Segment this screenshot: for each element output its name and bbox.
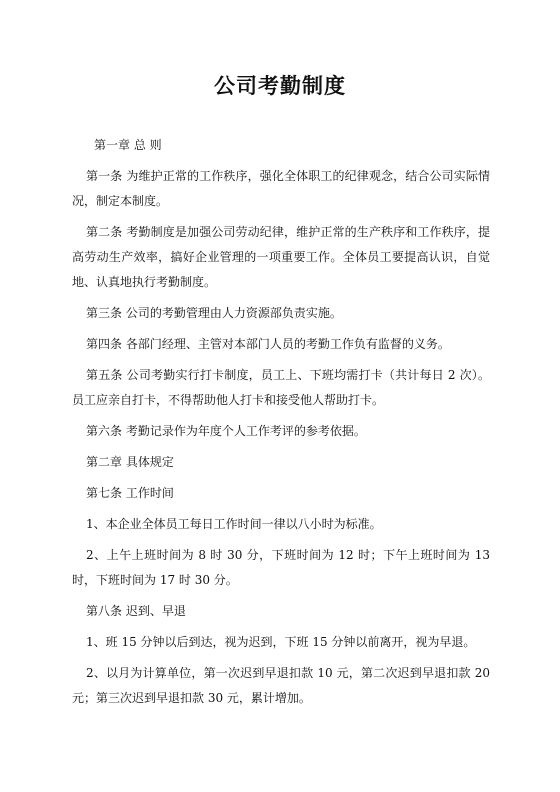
article-7-item-1: 1、本企业全体员工每日工作时间一律以八小时为标准。 bbox=[86, 517, 382, 531]
article-8-item-2: 2、以月为计算单位，第一次迟到早退扣款 10 元，第二次迟到早退扣款 20 元；第三次迟到早退扣款 30 元，累计增加。 bbox=[72, 666, 490, 705]
article-4: 第四条 各部门经理、主管对本部门人员的考勤工作负有监督的义务。 bbox=[86, 337, 450, 351]
document-body bbox=[72, 133, 490, 717]
article-7-item-2: 2、上午上班时间为 8 时 30 分，下班时间为 12 时；下午上班时间为 13 时，下班时间为 17 时 30 分。 bbox=[72, 548, 490, 587]
article-8-heading: 第八条 迟到、早退 bbox=[86, 604, 186, 618]
chapter-heading-2: 第二章 具体规定 bbox=[86, 455, 174, 469]
article-8-item-1: 1、班 15 分钟以后到达，视为迟到，下班 15 分钟以前离开，视为早退。 bbox=[86, 635, 476, 649]
article-2: 第二条 考勤制度是加强公司劳动纪律，维护正常的生产秩序和工作秩序，提高劳动生产效率，搞好企业管理的一项重要工作。全体员工要提高认识，自觉地、认真地执行考勤制度。 bbox=[72, 225, 490, 289]
article-7-heading: 第七条 工作时间 bbox=[86, 486, 174, 500]
article-6: 第六条 考勤记录作为年度个人工作考评的参考依据。 bbox=[86, 424, 366, 438]
article-3: 第三条 公司的考勤管理由人力资源部负责实施。 bbox=[86, 306, 342, 320]
article-5: 第五条 公司考勤实行打卡制度，员工上、下班均需打卡（共计每日 2 次）。员工应亲自打卡，不得帮助他人打卡和接受他人帮助打卡。 bbox=[72, 368, 490, 407]
article-1: 第一条 为维护正常的工作秩序，强化全体职工的纪律观念，结合公司实际情况，制定本制度。 bbox=[72, 169, 490, 208]
document-title: 公司考勤制度 bbox=[214, 73, 346, 98]
chapter-heading-1: 第一章 总 则 bbox=[94, 138, 162, 152]
